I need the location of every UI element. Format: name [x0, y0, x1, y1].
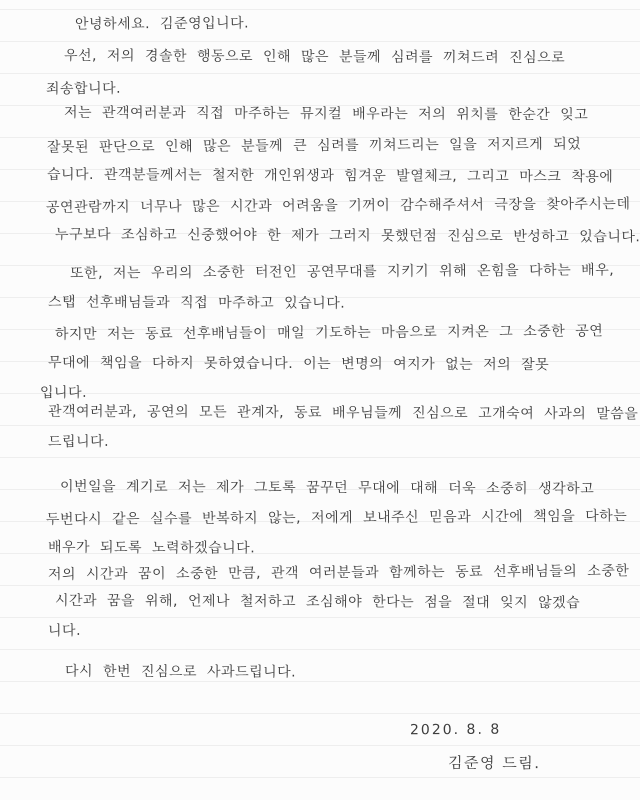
letter-line: 두번다시 같은 실수를 반복하지 않는, 저에게 보내주신 믿음과 시간에 책임을 다하는	[45, 508, 628, 528]
letter-line: 저의 시간과 꿈이 소중한 만큼, 관객 여러분들과 함께하는 동료 선후배님들의 소중한	[47, 563, 630, 583]
letter-line: 관객여러분과, 공연의 모든 관계자, 동료 배우님들께 진심으로 고개숙여 사과의 말씀을	[47, 403, 639, 423]
letter-line: 이번일을 계기로 저는 제가 그토록 꿈꾸던 무대에 대해 더욱 소중히 생각하고	[59, 478, 595, 498]
letter-line: 니다.	[47, 622, 82, 640]
letter-line: 안녕하세요. 김준영입니다.	[74, 15, 250, 33]
letter-line: 스탭 선후배님들과 직접 마주하고 있습니다.	[47, 294, 346, 312]
letter-line: 시간과 꿈을 위해, 언제나 철저하고 조심해야 한다는 점을 절대 잊지 않겠습	[54, 592, 581, 612]
letter-line: 입니다.	[39, 384, 88, 402]
letter-line: 우선, 저의 경솔한 행동으로 인해 많은 분들께 심려를 끼쳐드려 진심으로	[63, 47, 566, 67]
letter-line: 죄송합니다.	[45, 80, 122, 98]
letter-signature: 김준영 드림.	[447, 753, 541, 773]
letter-line: 습니다. 관객분들께서는 철저한 개인위생과 힘겨운 발열체크, 그리고 마스크 착용에	[46, 166, 614, 186]
letter-line: 저는 관객여러분과 직접 마주하는 뮤지컬 배우라는 저의 위치를 한순간 잊고	[63, 104, 589, 124]
letter-line: 공연관람까지 너무나 많은 시간과 어려움을 기꺼이 감수해주셔서 극장을 찾아주시는데	[45, 196, 631, 216]
letter-line: 누구보다 조심하고 신중했어야 한 제가 그러지 못했던점 진심으로 반성하고 있습니다.	[54, 226, 640, 246]
letter-line: 드립니다.	[47, 433, 110, 451]
letter-line: 무대에 책임을 다하지 못하였습니다. 이는 변명의 여지가 없는 저의 잘못	[47, 354, 550, 374]
letter-line: 배우가 되도록 노력하겠습니다.	[47, 539, 256, 557]
letter-line: 하지만 저는 동료 선후배님들이 매일 기도하는 마음으로 지켜온 그 소중한 공연	[54, 323, 604, 343]
closing-line: 다시 한번 진심으로 사과드립니다.	[64, 663, 297, 681]
letter-line: 잘못된 판단으로 인해 많은 분들께 큰 심려를 끼쳐드리는 일을 저지르게 되었	[46, 136, 582, 156]
letter-line: 또한, 저는 우리의 소중한 터전인 공연무대를 지키기 위해 온힘을 다하는 배우,	[69, 262, 615, 282]
letter-date: 2020. 8. 8	[409, 721, 502, 739]
